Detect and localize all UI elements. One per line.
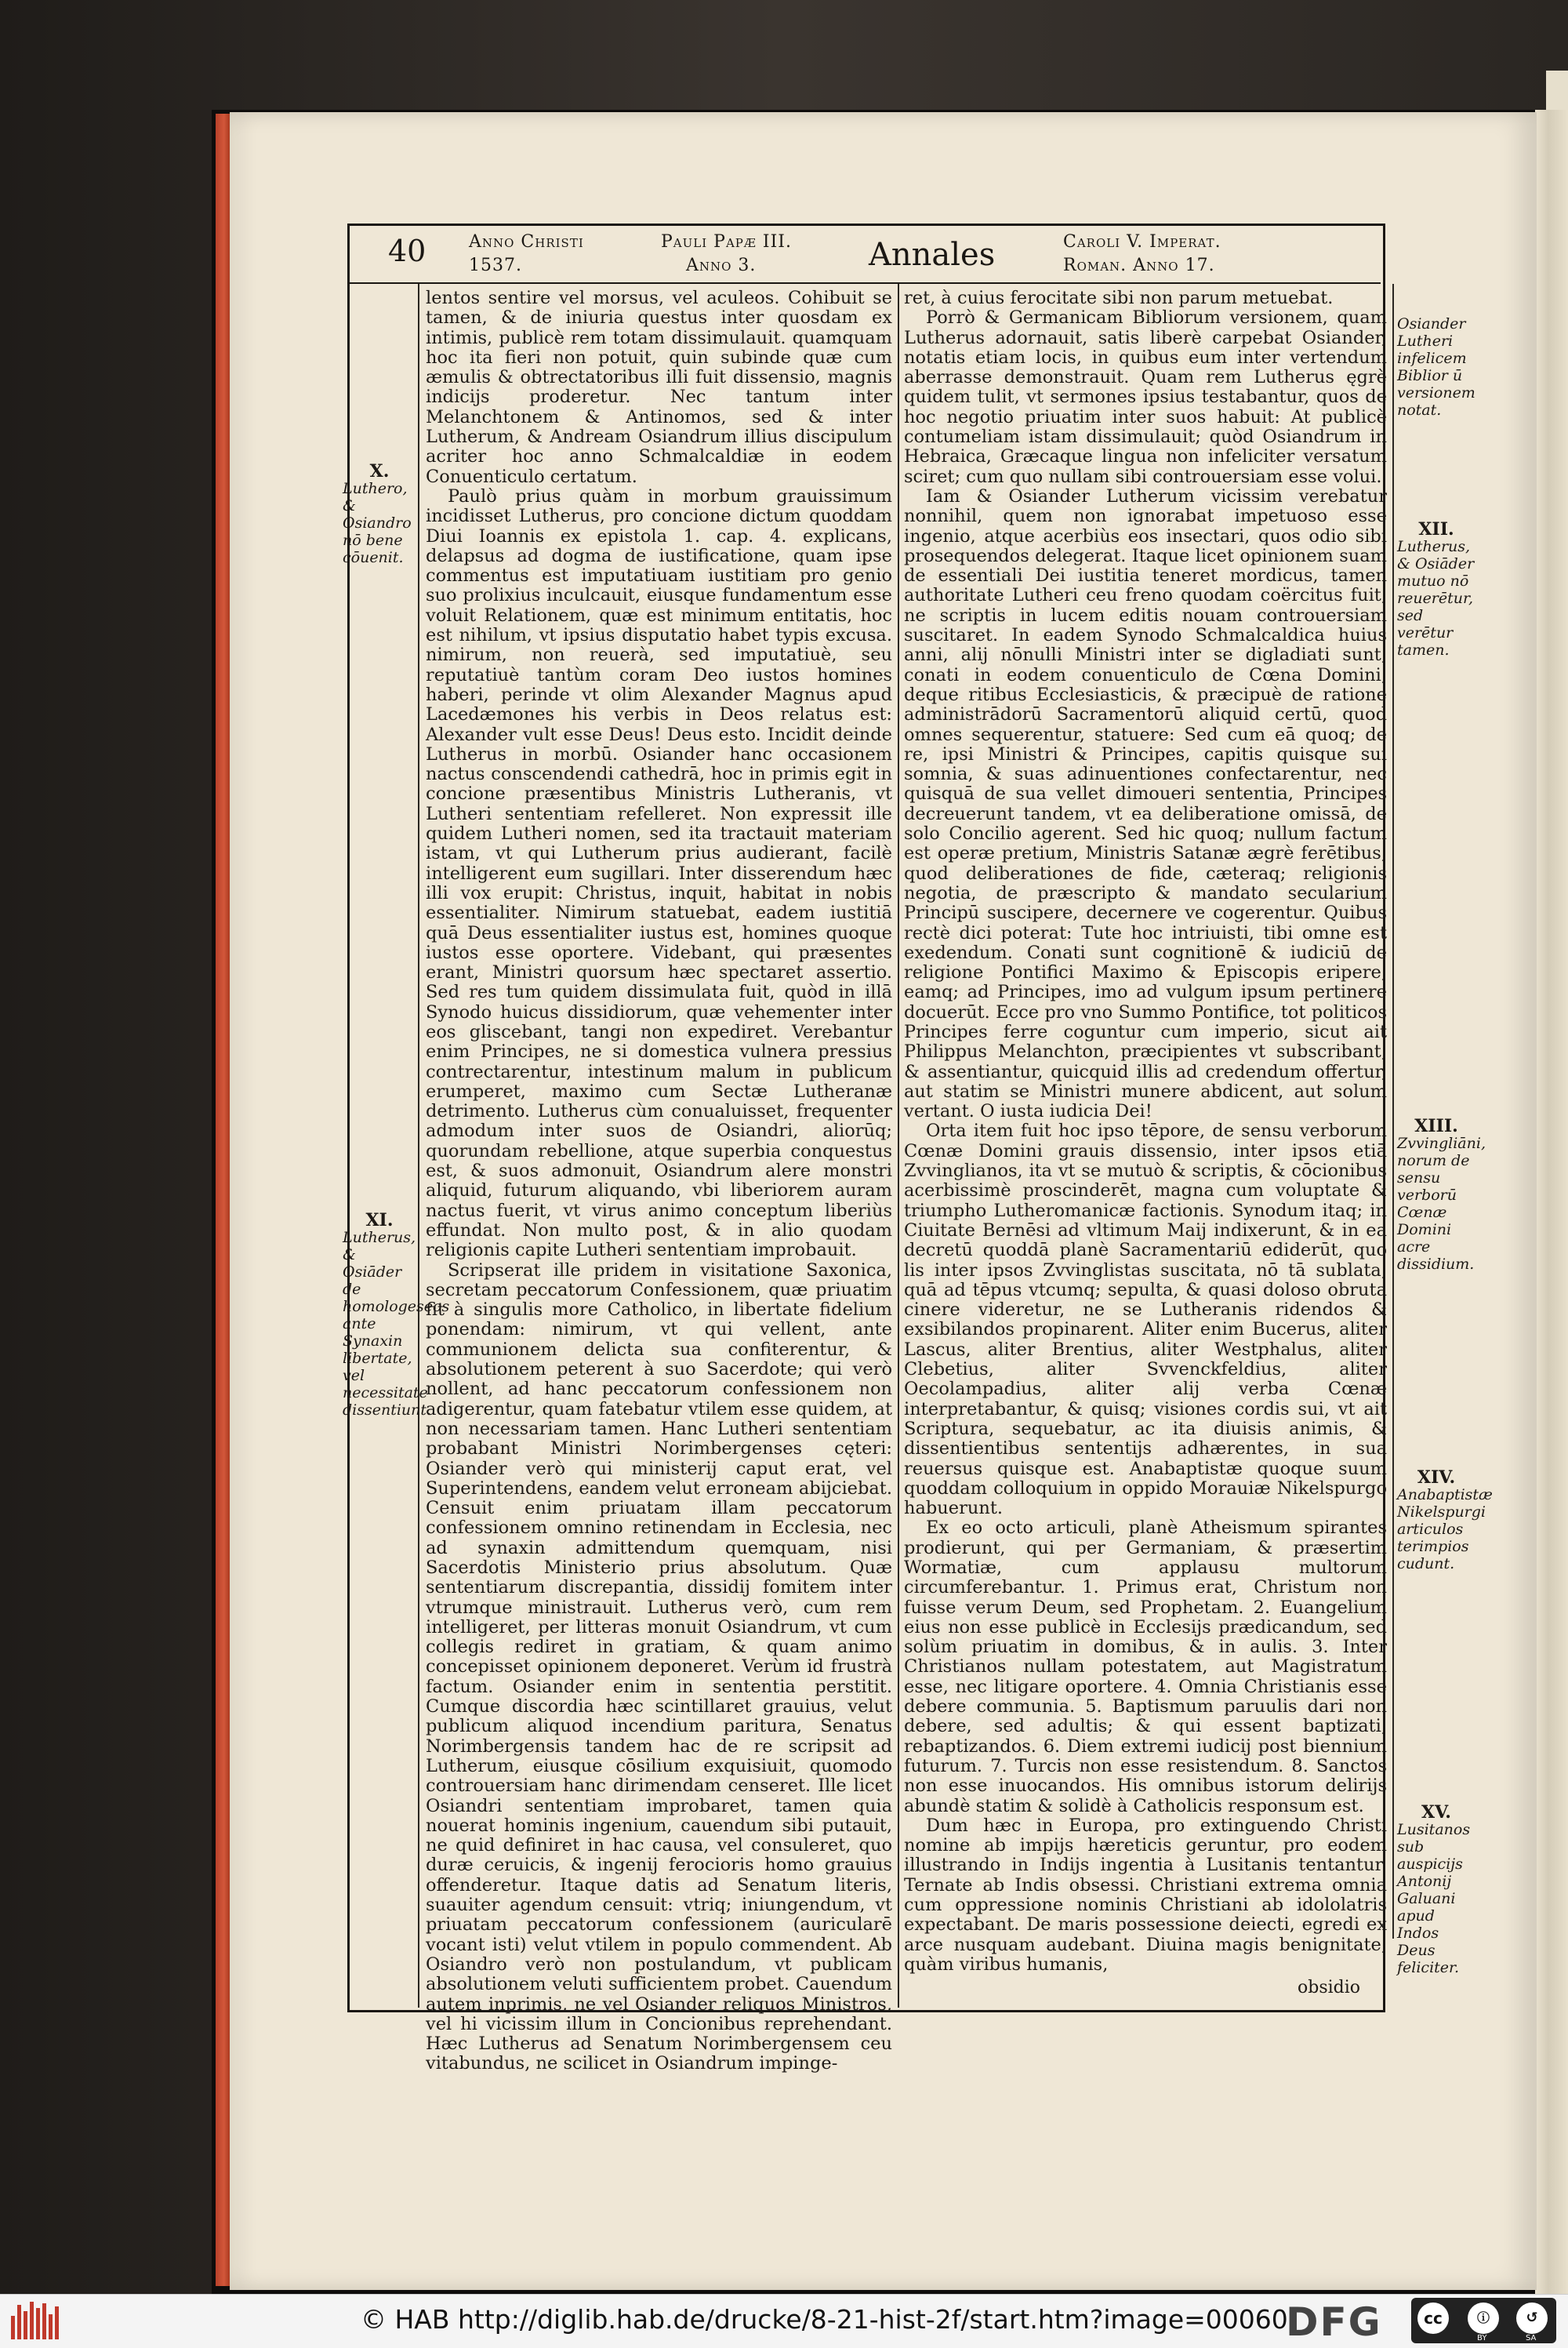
paragraph: Paulò prius quàm in morbum grauissimum incidisset Lutherus, pro concione dictum quoddam Diui Ioannis ex epistola 1. cap. 4. explicans, delapsus ad dogma de iustificatione, quam ipse commentus est imputatiuam iustitiam pro genio suo prolixius inculcauit, eiusque fundamentum esse voluit Relationem, quæ est minimum entitatis, hoc est nihilum, vt ipsius disputatio habet typis excusa. nimirum, non reuerà, sed imputatiuè, seu reputatiuè tantùm coram Deo iustos homines haberi, perinde vt olim Alexander Magnus apud Lacedæmones his verbis in Deos relatus est: Alexander vult esse Deus! Deus esto. Incidit deinde Lutherus in morbū. Osiander hanc occasionem nactus conscendendi cathedrā, hoc in primis egit in concione præsentibus Ministris Lutheranis, vt Lutheri sententiam refelleret. Non expressit ille quidem Lutheri nomen, sed ita tractauit materiam istam, vt qui Lutherum prius audierant, facilè intelligerent eum sugillari. Inter disserendum hæc illi vox erupit: Christus, inquit, habitat in nobis essentialiter. Nimirum statuebat, eadem iustitiā quā Deus essentialiter iustus est, homines quoque iustos esse oportere. Videbant, qui præsentes erant, Ministri quorsum hæc spectaret assertio. Sed res tum quidem dissimulata fuit, quòd in illā Synodo huicus dissidiorum, quæ vehementer inter eos gliscebant, tangi non expediret. Verebantur enim Principes, ne si domestica vulnera pressius contrectarentur, intestinum malum in publicum erumperet, maximo cum Sectæ Lutheranæ detrimento. Lutherus cùm conualuisset, frequenter admodum inter suos de Osiandri, aliorūq; quorundam rebellione, atque superbia conquestus est, & suos admonuit, Osiandrum alere monstri aliquid, futurum aliquando, vbi liberiorem auram nactus fuerit, vt virus animo conceptum liberiùs effundat. Non multo post, & in alio quodam religionis capite Lutheri sententiam improbauit.	[426, 485, 892, 1261]
margin-note-number: XIII.	[1414, 1116, 1458, 1136]
margin-note-text: Anabaptistæ Nikelspurgi articulos terimpios cudunt.	[1397, 1486, 1493, 1572]
header-emperor: Caroli V. Imperat.	[1063, 232, 1221, 252]
margin-note-xiv	[1397, 1467, 1493, 1572]
header-rule	[350, 282, 1381, 284]
page-number: 40	[388, 234, 426, 268]
dfg-logo: DFG	[1286, 2299, 1382, 2345]
cc-license-badge[interactable]	[1411, 2298, 1556, 2343]
header-anno-christi: Anno Christi	[469, 232, 584, 252]
margin-note-text: Lutherus, & Osiāder de homologeseos ante Synaxin libertate, vel necessitate dissentiunt.	[343, 1229, 450, 1419]
margin-note-number: X.	[369, 461, 390, 482]
book-spine	[1535, 110, 1568, 2294]
margin-note-xi	[343, 1210, 450, 1419]
header-pope: Pauli Papæ III.	[661, 232, 792, 252]
margin-note-text: Lutherus, & Osiāder mutuo nō reuerētur, sed verētur tamen.	[1397, 538, 1475, 659]
paragraph: Ex eo octo articuli, planè Atheismum spirantes prodierunt, qui per Germaniam, & præsertim Wormatiæ, cum applausu multorum circumferebantur. 1. Primus erat, Christum non fuisse verum Deum, sed Prophetam. 2. Euangelium eius non esse publicè in Ecclesijs prædicandum, sed solùm priuatim in domibus, & in aulis. 3. Inter Christianos nullam potestatem, aut Magistratum esse, nec litigare oportere. 4. Omnia Christianis esse debere communia. 5. Baptismum paruulis dari non debere, sed adultis; & qui essent baptizati, rebaptizandos. 6. Diem extremi iudicij post biennium futurum. 7. Turcis non esse resistendum. 8. Sanctos non esse inuocandos. His omnibus istorum delirijs abundè statim & solidè à Catholicis responsum est.	[904, 1517, 1387, 1816]
header-emperor-year: Roman. Anno 17.	[1063, 256, 1215, 275]
paragraph: ret, à cuius ferocitate sibi non parum metuebat.	[904, 288, 1334, 308]
header-year: 1537.	[469, 256, 522, 275]
right-margin-rule	[1392, 284, 1394, 1939]
paragraph: Iam & Osiander Lutherum vicissim verebatur nonnihil, quem non ignorabat impetuoso esse ingenio, atque acerbiùs eos insectari, quos odio sibi prosequendos delegerat. Itaque licet opinionem suam de essentiali Dei iustitia teneret mordicus, tamen authoritate Lutheri ceu freno quodam coërcitus fuit, ne scriptis in lucem editis nouam controuersiam suscitaret. In eadem Synodo Schmalcaldica huius anni, alij nōnulli Ministri inter se digladiati sunt, conati in eodem conuenticulo de Cœna Domini, deque ritibus Ecclesiasticis, & præcipuè de ratione administrādorū Sacramentorū aliquid certū, quod omnes sequerentur, statuere: Sed cum eā quoq; de re, ipsi Ministri & Principes, capitis quisque sui somnia, & suas adinuentiones confectarentur, nec quisquā de sua vellet dimoueri sententia, Principes decreuerunt tandem, vt ea deliberatione omissā, de solo Concilio agerent. Sed hic quoq; nullum factum est operæ pretium, Ministris Satanæ ægrè ferētibus, quod deliberationes de fide, cæteraq; religionis negotia, de præscripto & mandato secularium Principū suscipere, decernere ve cogerentur. Quibus rectè dici poterat: Tute hoc intriuisti, tibi omne est exedendum. Conati sunt cognitionē & iudiciū de religione Pontifici Maximo & Episcopis eripere, eamq; ad Principes, imo ad vulgum ipsum pertinere docuerūt. Ecce pro vno Summo Pontifice, tot politicos Principes ferre coguntur cum imperio, sicut ait Philippus Melanchton, præcipientes vt subscribant, & assentiantur, quicquid illis ad credendum offertur, aut statim se Ministri munere abdicent, aut solum vertant. O iusta iudicia Dei!	[904, 485, 1387, 1122]
right-text-column	[904, 289, 1387, 1975]
paragraph: Porrò & Germanicam Bibliorum versionem, quam Lutherus adornauit, satis liberè carpebat Osiander, notatis etiam locis, in quibus eum inter vertendum aberrasse demonstrauit. Quam rem Lutherus ęgrè quidem tulit, vt sermones ipsius testabantur, quos de hoc negotio priuatim inter suos habuit: At publicè contumeliam istam dissimulauit; quòd Osiandrum in Hebraica, Græcaque lingua non infeliciter versatum sciret; cum quo nullam sibi controuersiam esse volui.	[904, 307, 1387, 487]
header-pope-year: Anno 3.	[686, 256, 757, 275]
sa-label: SA	[1526, 2334, 1537, 2343]
source-link[interactable]: © HAB http://diglib.hab.de/drucke/8-21-hist-2f/start.htm?image=00060	[361, 2304, 1288, 2335]
cc-icon: cc	[1417, 2303, 1449, 2334]
by-label: BY	[1477, 2334, 1487, 2343]
left-text-column	[426, 289, 892, 2074]
catchword: obsidio	[1298, 1978, 1361, 1997]
by-icon: ⓘ	[1468, 2303, 1499, 2334]
hab-logo-icon	[11, 2300, 66, 2339]
left-margin-rule	[418, 284, 419, 2008]
margin-note-osiander	[1397, 315, 1475, 419]
running-title: Annales	[869, 237, 996, 273]
margin-note-number: XIV.	[1417, 1467, 1456, 1488]
paragraph: lentos sentire vel morsus, vel aculeos. Cohibuit se tamen, & de iniuria questus inter quosdam ex intimis, publicè rem totam dissimulauit. quamquam hoc ita fieri non potuit, quin subinde quæ cum æmulis & obtrectatoribus illi fuit dissensio, magnis indicijs proderetur. Nec tantum inter Melanchtonem & Antinomos, sed & inter Lutherum, & Andream Osiandrum illius discipulum acriter hoc anno Schmalcaldiæ in eodem Conuenticulo certatum.	[426, 288, 892, 487]
margin-note-number: XII.	[1418, 519, 1454, 540]
margin-note-text: Zvvingliāni, norum de sensu verborū Cœnæ Domini acre dissidium.	[1397, 1135, 1486, 1273]
margin-note-number: XV.	[1421, 1802, 1451, 1823]
margin-note-xv	[1397, 1804, 1475, 1976]
paragraph: Dum hæc in Europa, pro extinguendo Christi nomine ab impijs hæreticis geruntur, pro eodem illustrando in Indijs ingentia à Lusitanis tentantur. Ternate ab Indis obsessi. Christiani extrema omnia cum oppressione nominis Christiani ab idololatris expectabant. De maris possessione deiecti, egredi ex arce nusquam audebant. Diuina magis benignitate, quàm viribus humanis,	[904, 1815, 1387, 1975]
paragraph: Scripserat ille pridem in visitatione Saxonica, secretam peccatorum Confessionem, quæ priuatim fit à singulis more Catholico, in libertate fidelium ponendam: nimirum, vt qui vellent, ante communionem delicta sua confiterentur, & absolutionem peterent à suo Sacerdote; qui verò nollent, ad hanc peccatorum confessionem non adigerentur, quam fatebatur vtilem esse quidem, at non necessariam tamen. Hanc Lutheri sententiam probabant Ministri Norimbergenses cęteri: Osiander verò qui ministerij caput erat, vel Superintendens, eandem velut erroneam abijciebat. Censuit enim priuatam illam peccatorum confessionem omnino retinendam in Ecclesia, nec ad synaxin admittendum quemquam, nisi Sacerdotis Ministerio prius absolutum. Quæ sententiarum discrepantia, dissidij fomitem inter vtrumque ministrauit. Lutherus verò, cum rem intelligeret, per litteras monuit Osiandrum, vt cum collegis rediret in gratiam, & quam animo concepisset opinionem deponeret. Verùm id frustrà factum. Osiander enim in sententia perstitit. Cumque discordia hæc scintillaret grauius, velut publicum aliquod incendium paritura, Senatus Norimbergensis tandem hac de re scripsit ad Lutherum, eiusque cōsilium exquisiuit, quomodo controuersiam hanc dirimendam censeret. Ille licet Osiandri sententiam improbaret, tamen quia nouerat hominis ingenium, cauendum sibi putauit, ne quid definiret in hac causa, vel consuleret, quo duræ ceruicis, & ingenij ferocioris homo grauius offenderetur. Itaque datis ad Senatum literis, suauiter agendum censuit: vtriq; iniungendum, vt priuatam peccatorum confessionem (auricularē vocant isti) velut vtilem in populo commendent. Ab Osiandro verò non postulandum, vt publicam absolutionem veluti sufficientem probet. Cauendum autem inprimis, ne vel Osiander reliquos Ministros, vel hi vicissim illum in Concionibus reprehendant. Hæc Lutherus ad Senatum Norimbergensem ceu vitabundus, ne scilicet in Osiandrum impinge-	[426, 1259, 892, 2074]
margin-note-number: XI.	[365, 1210, 394, 1230]
margin-note-x	[343, 463, 416, 566]
margin-note-text: Lusitanos sub auspicijs Antonij Galuani apud Indos Deus feliciter.	[1397, 1821, 1471, 1976]
column-rule	[898, 284, 899, 2008]
margin-note-text: Osiander Lutheri infelicem Biblior ū versionem notat.	[1397, 315, 1475, 419]
page-edge	[216, 114, 230, 2286]
share-alike-icon: ↺	[1516, 2303, 1548, 2334]
margin-note-xiii	[1397, 1116, 1486, 1273]
margin-note-xii	[1397, 521, 1475, 659]
paragraph: Orta item fuit hoc ipso tēpore, de sensu verborum Cœnæ Domini grauis dissensio, inter ipsos etiā Zvvinglianos, ita vt se mutuò & scriptis, & cōcionibus acerbissimè proscinderēt, magna cum voluptate & triumpho Lutheromanicæ factionis. Synodum itaq; in Ciuitate Bernēsi ad vltimum Maij indixerunt, & in ea decretū quoddā planè Sacramentariū ediderūt, quo lis inter ipsos Zvvinglistas suscitata, nō tā sublata, quā ad tēpus vtcumq; sepulta, & quasi doloso obruta cinere videretur, ne se Lutheranis ridendos & exsibilandos propinarent. Aliter enim Bucerus, aliter Lascus, aliter Brentius, aliter Westphalus, aliter Clebetius, aliter Svvenckfeldius, aliter Oecolampadius, aliter alij verba Cœnæ interpretabantur, & quisq; visiones cordis sui, vt ait Scriptura, sequebatur, ac ita diuisis animis, & dissentientibus sententijs adhærentes, in sua reuersus quisque est. Anabaptistæ quoque suum quoddam colloquium in oppido Morauiæ Nikelspurgo habuerunt.	[904, 1121, 1387, 1519]
margin-note-text: Luthero, & Osiandro nō bene cōuenit.	[343, 480, 412, 566]
